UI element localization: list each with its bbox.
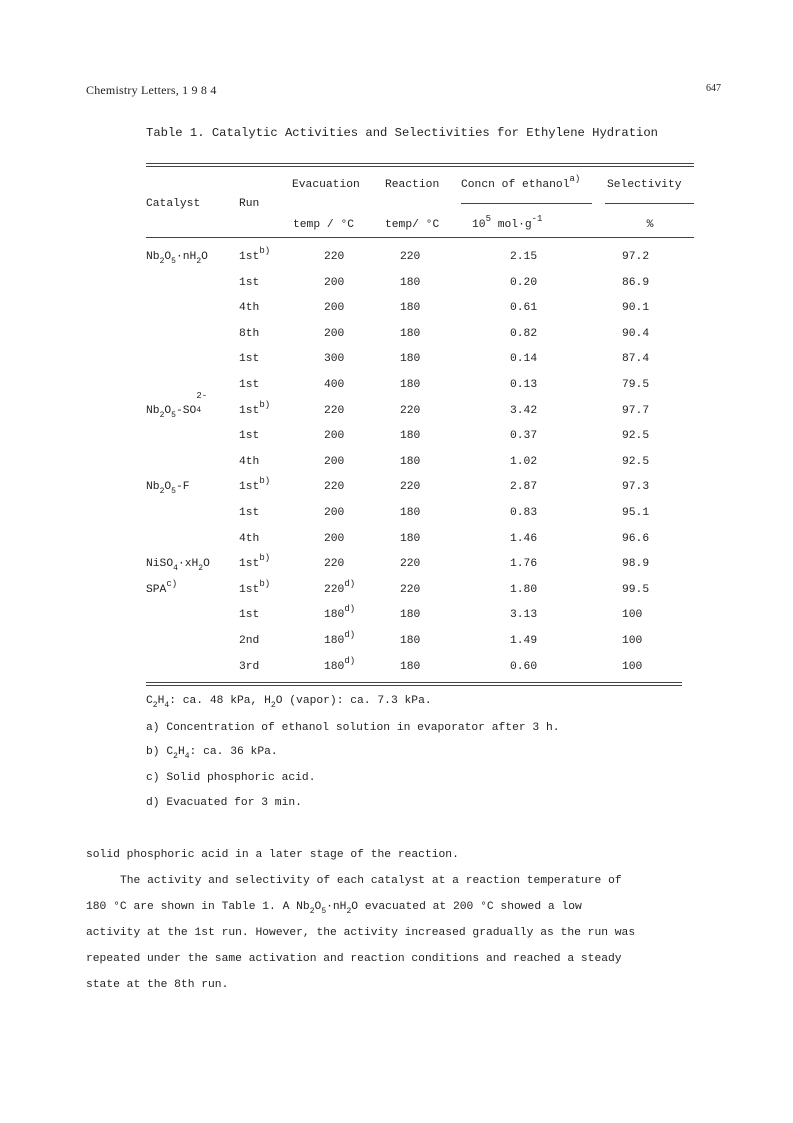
table-top-rule-2	[146, 166, 694, 167]
table-cell-run: $1st^{b)}$	[239, 246, 271, 263]
header-concn-text: Concn of ethanol	[461, 179, 570, 191]
table-cell-evacuation: 180$^{d)}$	[324, 630, 356, 647]
table-cell-evacuation: 200	[324, 328, 345, 340]
body-line-6: state at the 8th run.	[86, 979, 229, 991]
table-cell-catalyst: $Nb_2O_5\cdot nH_2O$	[146, 251, 208, 266]
table-cell-catalyst: $NiSO_4\cdot xH_2O$	[146, 558, 210, 573]
header-sel-unit: %	[646, 219, 654, 231]
table-cell-run: 1st	[239, 353, 260, 365]
table-cell-reaction: 180	[400, 456, 421, 468]
header-concn	[461, 174, 581, 192]
table-cell-run: $1st^{b)}$	[239, 553, 271, 570]
table-cell-concentration: 0.83	[510, 507, 538, 519]
table-cell-concentration: 1.02	[510, 456, 538, 468]
table-cell-selectivity: 97.3	[622, 481, 650, 493]
body-line-1: solid phosphoric acid in a later stage of the reaction.	[86, 849, 459, 861]
body-line-5: repeated under the same activation and reaction conditions and reached a steady	[86, 953, 622, 965]
table-cell-selectivity: 90.1	[622, 302, 650, 314]
table-cell-concentration: 1.76	[510, 558, 538, 570]
table-cell-concentration: 3.42	[510, 405, 538, 417]
header-selectivity: Selectivity	[607, 179, 682, 191]
table-cell-selectivity: 97.7	[622, 405, 650, 417]
table-bottom-rule-2	[146, 685, 682, 686]
header-concn-note: a)	[569, 174, 581, 184]
table-cell-run: 2nd	[239, 635, 260, 647]
table-cell-reaction: 180	[400, 277, 421, 289]
table-cell-concentration: 0.20	[510, 277, 538, 289]
table-cell-reaction: 180	[400, 635, 421, 647]
table-cell-reaction: 220	[400, 405, 421, 417]
table-cell-concentration: 0.82	[510, 328, 538, 340]
table-cell-concentration: 0.13	[510, 379, 538, 391]
table-cell-evacuation: 200	[324, 277, 345, 289]
table-cell-selectivity: 100	[622, 661, 643, 673]
header-react-unit: temp/ °C	[385, 219, 440, 231]
table-cell-reaction: 180	[400, 353, 421, 365]
table-cell-reaction: 180	[400, 609, 421, 621]
table-cell-concentration: 0.60	[510, 661, 538, 673]
table-cell-reaction: 180	[400, 430, 421, 442]
table-cell-run: 1st	[239, 507, 260, 519]
table-cell-concentration: 2.87	[510, 481, 538, 493]
table-cell-run: $1st^{b)}$	[239, 400, 271, 417]
body-line-2: The activity and selectivity of each catalyst at a reaction temperature of	[120, 875, 622, 887]
unit-exp: 5	[485, 214, 491, 224]
table-bottom-rule	[146, 682, 682, 683]
table-cell-reaction: 220	[400, 584, 421, 596]
table-cell-reaction: 220	[400, 481, 421, 493]
unit-exp2: -1	[531, 214, 543, 224]
table-cell-concentration: 0.37	[510, 430, 538, 442]
table-cell-reaction: 220	[400, 558, 421, 570]
header-catalyst: Catalyst	[146, 198, 201, 210]
table-cell-run: 4th	[239, 533, 260, 545]
selectivity-header-rule	[605, 203, 694, 204]
table-cell-evacuation: 200	[324, 302, 345, 314]
table-cell-selectivity: 79.5	[622, 379, 650, 391]
table-cell-reaction: 180	[400, 533, 421, 545]
table-cell-reaction: 180	[400, 507, 421, 519]
table-cell-selectivity: 99.5	[622, 584, 650, 596]
table-cell-evacuation: 300	[324, 353, 345, 365]
footnote-b: b) $C_2H_4$: ca. 36 kPa.	[146, 746, 278, 761]
table-cell-concentration: 1.80	[510, 584, 538, 596]
header-reaction: Reaction	[385, 179, 440, 191]
table-cell-run: 3rd	[239, 661, 260, 673]
journal-header: Chemistry Letters, 1 9 8 4	[86, 83, 217, 97]
table-cell-reaction: 180	[400, 328, 421, 340]
table-cell-concentration: 2.15	[510, 251, 538, 263]
table-cell-concentration: 0.14	[510, 353, 538, 365]
table-cell-selectivity: 86.9	[622, 277, 650, 289]
page-number: 647	[706, 83, 721, 94]
table-cell-evacuation: 200	[324, 430, 345, 442]
footnote-a: a) Concentration of ethanol solution in evaporator after 3 h.	[146, 722, 560, 734]
footnote-conditions: $C_2H_4$: ca. 48 kPa, $H_2O$ (vapor): ca. 7.3 kPa.	[146, 695, 432, 710]
table-cell-reaction: 180	[400, 661, 421, 673]
table-cell-reaction: 180	[400, 379, 421, 391]
header-evacuation: Evacuation	[292, 179, 360, 191]
table-cell-concentration: 0.61	[510, 302, 538, 314]
table-cell-catalyst: $Nb_2O_5-SO$ 2- 4	[146, 391, 208, 420]
table-cell-run: 4th	[239, 456, 260, 468]
table-top-rule	[146, 163, 694, 164]
table-cell-concentration: 1.46	[510, 533, 538, 545]
table-cell-selectivity: 92.5	[622, 430, 650, 442]
table-cell-selectivity: 90.4	[622, 328, 650, 340]
table-cell-run: 1st	[239, 430, 260, 442]
table-cell-run: $1st^{b)}$	[239, 579, 271, 596]
table-cell-run: 8th	[239, 328, 260, 340]
table-cell-selectivity: 100	[622, 609, 643, 621]
table-cell-selectivity: 100	[622, 635, 643, 647]
table-cell-evacuation: 220	[324, 251, 345, 263]
body-line-3: 180 °C are shown in Table 1. A $Nb_2O_5\cdot nH_2O$ evacuated at 200 °C showed a low	[86, 901, 582, 916]
table-cell-run: $1st^{b)}$	[239, 476, 271, 493]
table-cell-catalyst: SPA$^{c)}$	[146, 579, 178, 596]
table-cell-evacuation: 180$^{d)}$	[324, 604, 356, 621]
table-cell-evacuation: 220	[324, 481, 345, 493]
table-caption: Table 1. Catalytic Activities and Selectivities for Ethylene Hydration	[146, 126, 658, 140]
table-cell-selectivity: 96.6	[622, 533, 650, 545]
table-cell-evacuation: 220	[324, 405, 345, 417]
table-cell-evacuation: 200	[324, 533, 345, 545]
table-cell-selectivity: 92.5	[622, 456, 650, 468]
table-cell-catalyst: $Nb_2O_5-F$	[146, 481, 190, 496]
table-cell-evacuation: 220	[324, 558, 345, 570]
table-cell-reaction: 180	[400, 302, 421, 314]
table-cell-run: 1st	[239, 609, 260, 621]
table-cell-evacuation: 180$^{d)}$	[324, 656, 356, 673]
table-cell-concentration: 1.49	[510, 635, 538, 647]
footnote-d: d) Evacuated for 3 min.	[146, 797, 302, 809]
table-cell-selectivity: 87.4	[622, 353, 650, 365]
header-run: Run	[239, 198, 260, 210]
table-cell-run: 1st	[239, 277, 260, 289]
table-cell-evacuation: 400	[324, 379, 345, 391]
header-concn-unit	[472, 214, 543, 232]
table-cell-reaction: 220	[400, 251, 421, 263]
table-cell-evacuation: 200	[324, 507, 345, 519]
unit-rest: mol·g	[490, 219, 532, 231]
table-cell-selectivity: 97.2	[622, 251, 650, 263]
footnote-c: c) Solid phosphoric acid.	[146, 772, 316, 784]
header-bottom-rule	[146, 237, 694, 238]
body-line-4: activity at the 1st run. However, the activity increased gradually as the run was	[86, 927, 636, 939]
concn-header-rule	[461, 203, 592, 204]
table-cell-selectivity: 98.9	[622, 558, 650, 570]
table-cell-run: 1st	[239, 379, 260, 391]
header-evac-unit: temp / °C	[293, 219, 355, 231]
table-cell-evacuation: 220$^{d)}$	[324, 579, 356, 596]
table-cell-concentration: 3.13	[510, 609, 538, 621]
table-cell-evacuation: 200	[324, 456, 345, 468]
table-cell-selectivity: 95.1	[622, 507, 650, 519]
unit-base: 10	[472, 219, 486, 231]
table-cell-run: 4th	[239, 302, 260, 314]
